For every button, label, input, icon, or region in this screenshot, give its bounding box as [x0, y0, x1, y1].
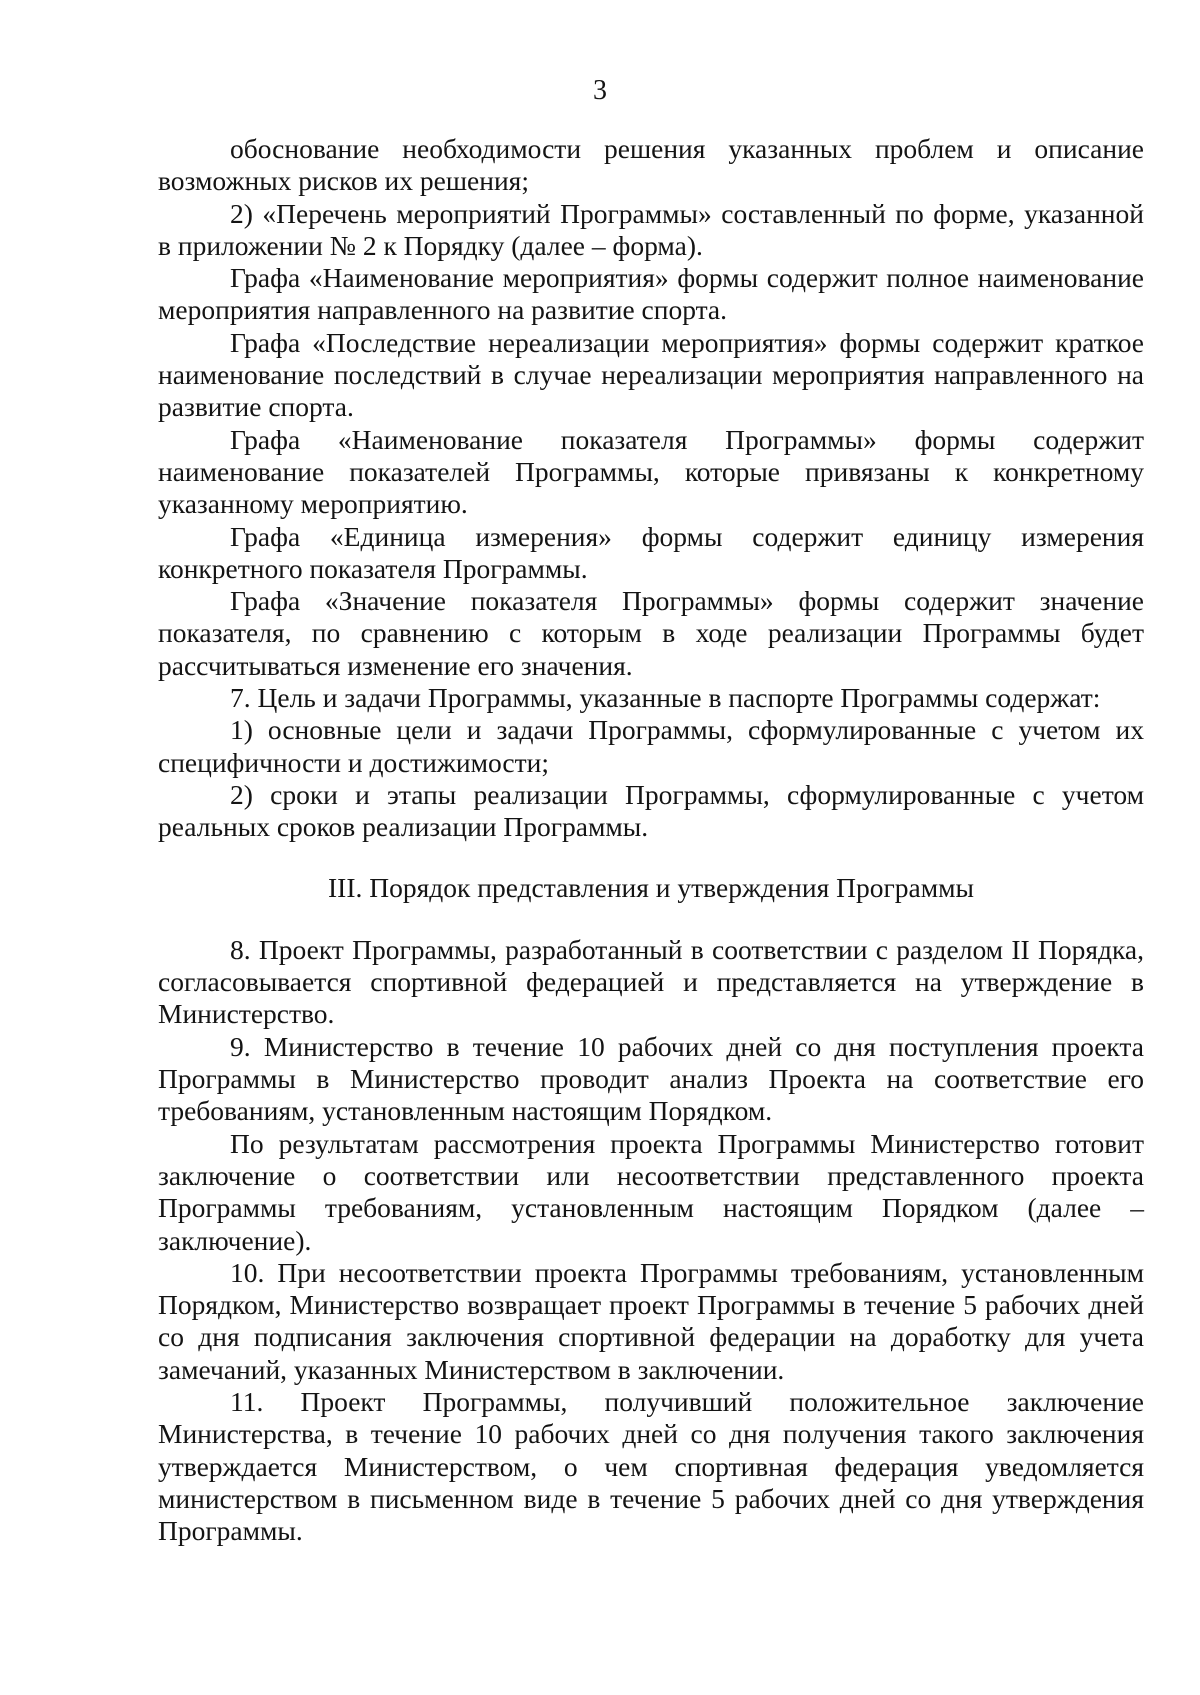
paragraph-item-9: 9. Министерство в течение 10 рабочих дней со дня поступления проекта Программы в Министерство проводит анализ Проекта на соответствие его требованиям, установленным настоящим Порядком.	[158, 1030, 1144, 1127]
paragraph-item-7-1: 1) основные цели и задачи Программы, сформулированные с учетом их специфичности и достижимости;	[158, 714, 1144, 778]
paragraph-column-indicator-name: Графа «Наименование показателя Программы» формы содержит наименование показателей Программы, которые привязаны к конкретному указанному мероприятию.	[158, 423, 1144, 520]
paragraph-column-consequence: Графа «Последствие нереализации мероприятия» формы содержит краткое наименование последствий в случае нереализации мероприятия направленного на развитие спорта.	[158, 326, 1144, 423]
paragraph-column-measure-name: Графа «Наименование мероприятия» формы содержит полное наименование мероприятия направленного на развитие спорта.	[158, 262, 1144, 326]
paragraph-measures-list: 2) «Перечень мероприятий Программы» составленный по форме, указанной в приложении № 2 к Порядку (далее – форма).	[158, 197, 1144, 261]
paragraph-item-7-2: 2) сроки и этапы реализации Программы, сформулированные с учетом реальных сроков реализации Программы.	[158, 778, 1144, 843]
paragraph-review-results: По результатам рассмотрения проекта Программы Министерство готовит заключение о соответствии или несоответствии представленного проекта Программы требованиям, установленным настоящим Порядком (далее – заключение).	[158, 1127, 1144, 1256]
paragraph-column-indicator-value: Графа «Значение показателя Программы» формы содержит значение показателя, по сравнению с которым в ходе реализации Программы будет рассчитываться изменение его значения.	[158, 585, 1144, 681]
paragraph-item-11: 11. Проект Программы, получивший положительное заключение Министерства, в течение 10 рабочих дней со дня получения такого заключения утверждается Министерством, о чем спортивная федерация уведомляется министерством в письменном виде в течение 5 рабочих дней со дня утверждения Программы.	[158, 1385, 1144, 1547]
section-heading: III. Порядок представления и утверждения Программы	[328, 871, 974, 903]
document-body	[158, 133, 1144, 1547]
paragraph-risk-justification: обоснование необходимости решения указанных проблем и описание возможных рисков их решения;	[158, 133, 1144, 197]
paragraph-item-8: 8. Проект Программы, разработанный в соответствии с разделом II Порядка, согласовывается спортивной федерацией и представляется на утверждение в Министерство.	[158, 933, 1144, 1030]
paragraph-column-unit: Графа «Единица измерения» формы содержит единицу измерения конкретного показателя Программы.	[158, 520, 1144, 584]
paragraph-item-7: 7. Цель и задачи Программы, указанные в паспорте Программы содержат:	[230, 682, 1101, 714]
page-number: 3	[593, 75, 607, 106]
paragraph-item-10: 10. При несоответствии проекта Программы требованиям, установленным Порядком, Министерство возвращает проект Программы в течение 5 рабочих дней со дня подписания заключения спортивной федерации на доработку для учета замечаний, указанных Министерством в заключении.	[158, 1256, 1144, 1385]
